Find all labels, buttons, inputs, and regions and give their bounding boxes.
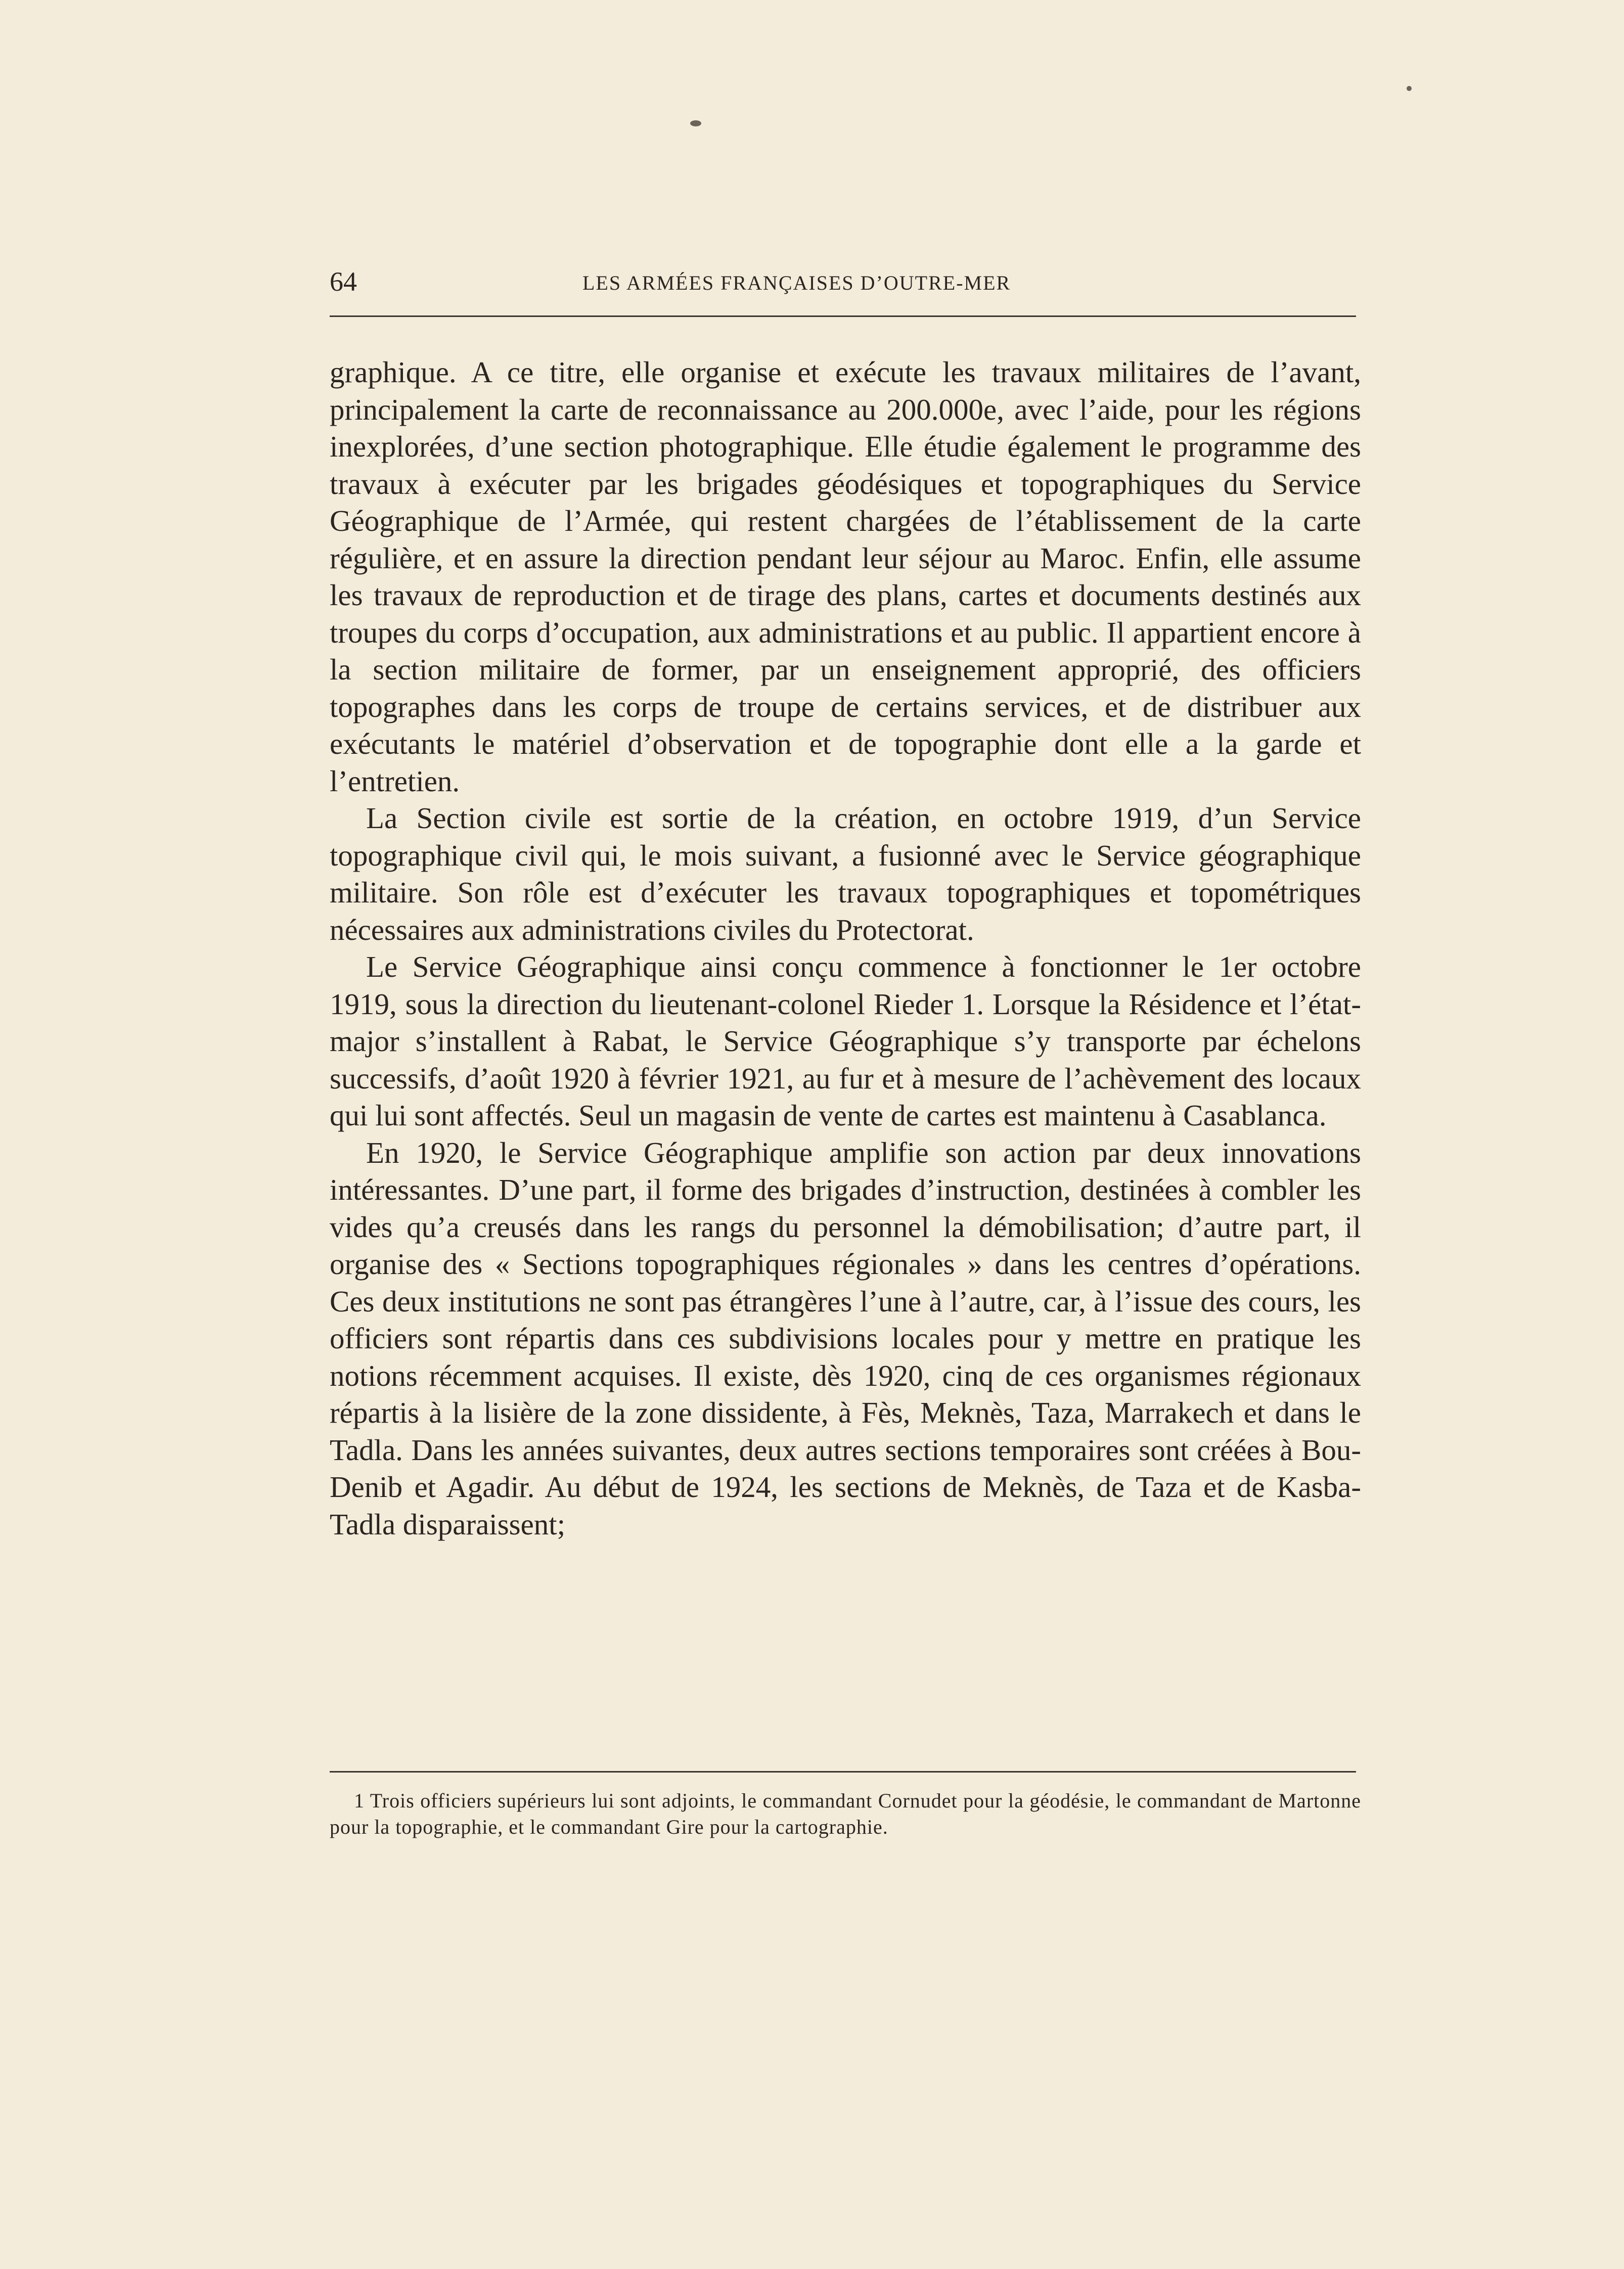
ink-speck — [690, 120, 701, 126]
running-title: LES ARMÉES FRANÇAISES D’OUTRE-MER — [582, 271, 1011, 294]
ink-speck — [1407, 86, 1412, 91]
page-header — [330, 263, 1356, 308]
footnote: 1 Trois officiers supérieurs lui sont adjoints, le commandant Cornudet pour la géodésie, le commandant de Martonne pour la topographie, et le commandant Gire pour la cartographie. — [330, 1789, 1361, 1838]
main-text — [330, 354, 1361, 1543]
paragraph: Le Service Géographique ainsi conçu commence à fonctionner le 1er octobre 1919, sous la direction du lieutenant-colonel Rieder 1. Lorsque la Résidence et l’état-major s’installent à Rabat, le Service Géographique s’y transporte par échelons successifs, d’août 1920 à février 1921, au fur et à mesure de l’achèvement des locaux qui lui sont affectés. Seul un magasin de vente de cartes est maintenu à Casablanca. — [330, 950, 1361, 1132]
paragraph: La Section civile est sortie de la création, en octobre 1919, d’un Service topographique civil qui, le mois suivant, a fusionné avec le Service géographique militaire. Son rôle est d’exécuter les travaux topographiques et topométriques nécessaires aux administrations civiles du Protectorat. — [330, 801, 1361, 946]
paragraph: En 1920, le Service Géographique amplifie son action par deux innovations intéressantes. D’une part, il forme des brigades d’instruction, destinées à combler les vides qu’a creusés dans les rangs du personnel la démobilisation; d’autre part, il organise des « Sections topographiques régionales » dans les centres d’opérations. Ces deux institutions ne sont pas étrangères l’une à l’autre, car, à l’issue des cours, les officiers sont répartis dans ces subdivisions locales pour y mettre en pratique les notions récemment acquises. Il existe, dès 1920, cinq de ces organismes régionaux répartis à la lisière de la zone dissidente, à Fès, Meknès, Taza, Marrakech et dans le Tadla. Dans les années suivantes, deux autres sections temporaires sont créées à Bou-Denib et Agadir. Au début de 1924, les sections de Meknès, de Taza et de Kasba-Tadla disparaissent; — [330, 1136, 1361, 1541]
header-divider — [330, 315, 1356, 317]
paragraph: graphique. A ce titre, elle organise et exécute les travaux militaires de l’avant, principalement la carte de reconnaissance au 200.000e, avec l’aide, pour les régions inexplorées, d’une section photographique. Elle étudie également le programme des travaux à exécuter par les brigades géodésiques et topographiques du Service Géographique de l’Armée, qui restent chargées de l’établissement de la carte régulière, et en assure la direction pendant leur séjour au Maroc. Enfin, elle assume les travaux de reproduction et de tirage des plans, cartes et documents destinés aux troupes du corps d’occupation, aux administrations et au public. Il appartient encore à la section militaire de former, par un enseignement approprié, des officiers topographes dans les corps de troupe de certains services, et de distribuer aux exécutants le matériel d’observation et de topographie dont elle a la garde et l’entretien. — [330, 355, 1361, 798]
footnote-divider — [330, 1771, 1356, 1773]
page-number: 64 — [330, 266, 357, 297]
